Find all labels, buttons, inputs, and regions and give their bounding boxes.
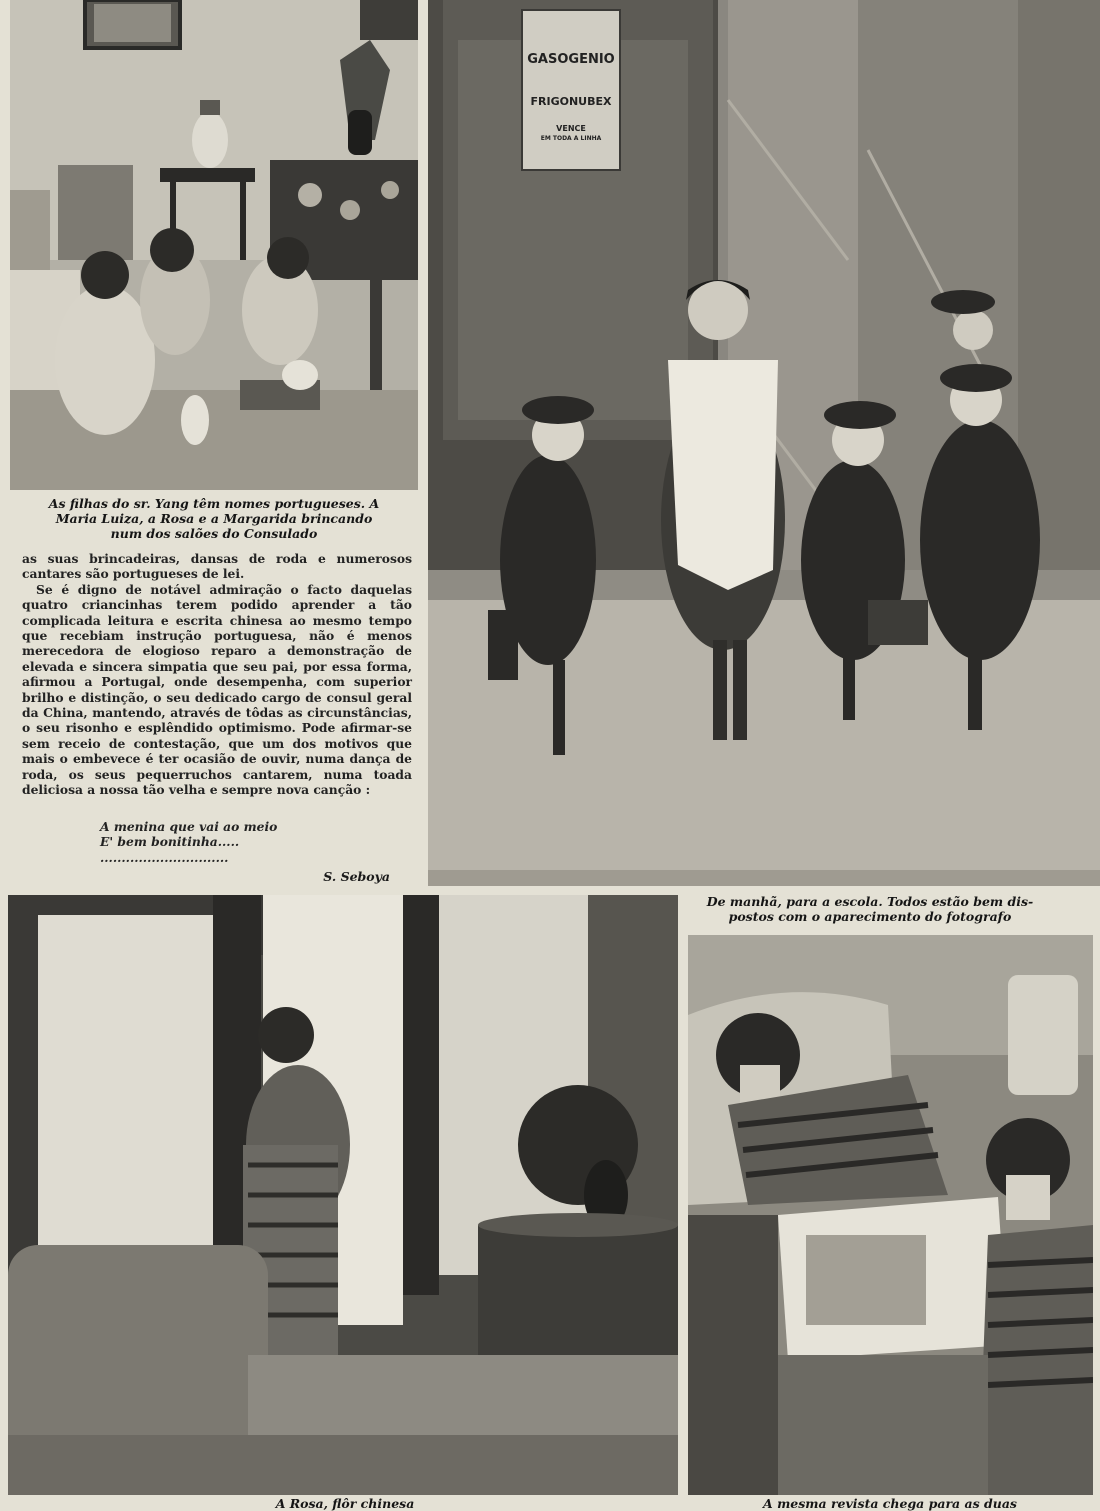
sign-line: VENCE: [556, 124, 586, 133]
caption-street-going-to-school: [690, 894, 1050, 924]
song-verse: [100, 819, 277, 865]
photo-girl-at-window: [8, 895, 678, 1495]
verse-line: E' bem bonitinha.....: [100, 834, 240, 850]
caption-line: Maria Luiza, a Rosa e a Margarida brincando: [55, 511, 373, 526]
verse-line: A menina que vai ao meio: [100, 819, 278, 834]
article-body: [22, 551, 412, 798]
storefront-sign: [522, 10, 620, 170]
caption-line: De manhã, para a escola. Todos estão bem dis-: [706, 894, 1034, 909]
sign-line: EM TODA A LINHA: [540, 135, 602, 142]
author-byline: S. Seboya: [323, 869, 390, 884]
article-paragraph: Se é digno de notável admiração o facto daquelas quatro criancinhas terem podido aprender a tão complicada leitura e escrita chinesa ao mesmo tempo que recebiam instrução portuguesa, não é menos merecedora de elogioso reparo a demonstração de elevada e sincera simpatia que seu pai, por essa forma, afirmou a Portugal, onde desempenha, com superior brilho e distinção, o seu dedicado cargo de consul geral da China, mantendo, através de tôdas as circunstâncias, o seu risonho e esplêndido optimismo. Pode afirmar-se sem receio de contestação, que um dos motivos que mais o embevece é ter ocasião de ouvir, numa dança de roda, os seus pequerruchos cantarem, numa toada deliciosa a nossa tão velha e sempre nova canção :: [22, 581, 412, 798]
article-paragraph: as suas brincadeiras, dansas de roda e numerosos cantares são portugueses de lei.: [22, 551, 412, 582]
verse-line: ..............................: [100, 849, 229, 865]
caption-line: As filhas do sr. Yang têm nomes portugueses. A: [48, 496, 380, 511]
caption-line: postos com o aparecimento do fotografo: [728, 909, 1012, 924]
caption-line: num dos salões do Consulado: [110, 526, 318, 541]
photo-street-going-to-school: [428, 0, 1100, 886]
photo-girls-playing-salon: [10, 0, 418, 490]
sign-line: GASOGENIO: [527, 52, 615, 67]
caption-girl-at-window: A Rosa, flôr chinesa: [275, 1496, 415, 1511]
caption-girls-playing-salon: [10, 496, 418, 541]
sign-line: FRIGONUBEX: [530, 95, 612, 108]
photo-girls-reading-magazine: [688, 935, 1093, 1495]
caption-girls-reading-magazine: A mesma revista chega para as duas: [763, 1496, 1017, 1511]
